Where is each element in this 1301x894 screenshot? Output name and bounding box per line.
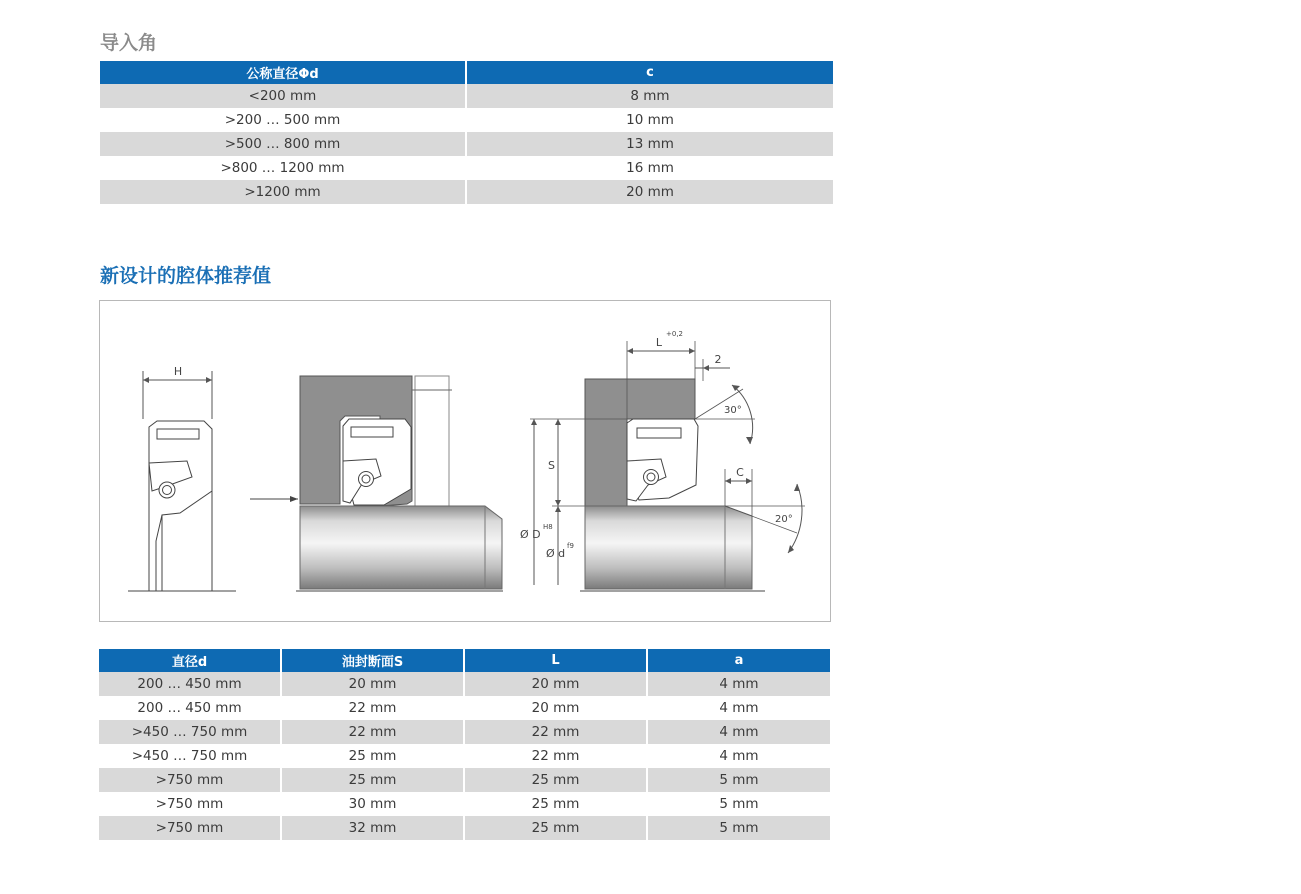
table-header-row <box>100 61 833 84</box>
table-cell: <200 mm <box>100 84 465 108</box>
groove-dimension-view <box>520 330 805 591</box>
dim-label-h: H <box>173 365 183 378</box>
table-cell: >450 … 750 mm <box>99 744 280 768</box>
table-row <box>100 132 833 156</box>
table-cell: 5 mm <box>648 816 830 840</box>
table-cell: 22 mm <box>282 720 463 744</box>
table-cell: >450 … 750 mm <box>99 720 280 744</box>
dim-label-c: C <box>736 466 744 479</box>
dim-label-angle-20: 20° <box>775 514 793 525</box>
column-header-c: c <box>467 61 833 84</box>
dim-label-d-bore: Ø D <box>520 528 541 541</box>
table-cell: 22 mm <box>282 696 463 720</box>
dim-label-two: 2 <box>714 353 722 366</box>
dim-label-angle-30: 30° <box>724 405 742 416</box>
table-cell: 25 mm <box>465 816 646 840</box>
table-cell: 4 mm <box>648 672 830 696</box>
table-row <box>99 744 830 768</box>
section-title-recommended-groove: 新设计的腔体推荐值 <box>100 265 272 287</box>
table-cell: 8 mm <box>467 84 833 108</box>
table-cell: 13 mm <box>467 132 833 156</box>
table-header-row <box>99 649 830 672</box>
table-cell: 25 mm <box>282 768 463 792</box>
section-title-lead-in-chamfer: 导入角 <box>100 32 158 54</box>
table-cell: >800 … 1200 mm <box>100 156 465 180</box>
table-row <box>99 768 830 792</box>
dim-tolerance-d-shaft: f9 <box>567 542 574 550</box>
column-header-diameter: 直径d <box>99 649 280 672</box>
table-row <box>99 696 830 720</box>
table-cell: 20 mm <box>467 180 833 204</box>
table-cell: >1200 mm <box>100 180 465 204</box>
dim-label-l: L <box>655 336 663 349</box>
groove-dimensions-table <box>97 649 832 840</box>
table-cell: 25 mm <box>465 768 646 792</box>
table-row <box>99 720 830 744</box>
table-cell: 20 mm <box>465 696 646 720</box>
table-cell: 32 mm <box>282 816 463 840</box>
table-cell: 4 mm <box>648 744 830 768</box>
table-cell: 30 mm <box>282 792 463 816</box>
table-cell: >750 mm <box>99 768 280 792</box>
seal-groove-drawing <box>99 300 831 622</box>
table-cell: >750 mm <box>99 792 280 816</box>
table-cell: 10 mm <box>467 108 833 132</box>
column-header-seal-section: 油封断面S <box>282 649 463 672</box>
column-header-nominal-diameter: 公称直径Φd <box>100 61 465 84</box>
table-cell: 25 mm <box>465 792 646 816</box>
table-cell: >200 … 500 mm <box>100 108 465 132</box>
table-row <box>99 672 830 696</box>
seal-profile-view <box>128 365 236 591</box>
table-row <box>100 180 833 204</box>
seal-installation-view <box>250 376 503 591</box>
table-cell: >750 mm <box>99 816 280 840</box>
table-row <box>100 156 833 180</box>
column-header-a: a <box>648 649 830 672</box>
table-cell: 22 mm <box>465 720 646 744</box>
table-cell: 4 mm <box>648 696 830 720</box>
table-cell: 200 … 450 mm <box>99 696 280 720</box>
table-cell: 4 mm <box>648 720 830 744</box>
table-cell: 5 mm <box>648 792 830 816</box>
chamfer-table <box>98 61 835 204</box>
table-cell: 200 … 450 mm <box>99 672 280 696</box>
dim-tolerance-d-bore: H8 <box>543 523 553 531</box>
table-cell: >500 … 800 mm <box>100 132 465 156</box>
table-cell: 5 mm <box>648 768 830 792</box>
table-row <box>99 816 830 840</box>
table-cell: 16 mm <box>467 156 833 180</box>
column-header-l: L <box>465 649 646 672</box>
table-cell: 20 mm <box>465 672 646 696</box>
table-cell: 20 mm <box>282 672 463 696</box>
table-row <box>100 108 833 132</box>
table-row <box>100 84 833 108</box>
table-row <box>99 792 830 816</box>
table-cell: 22 mm <box>465 744 646 768</box>
dim-tolerance-l: +0,2 <box>666 330 683 338</box>
table-cell: 25 mm <box>282 744 463 768</box>
dim-label-s: S <box>548 459 555 472</box>
dim-label-d-shaft: Ø d <box>546 547 566 560</box>
